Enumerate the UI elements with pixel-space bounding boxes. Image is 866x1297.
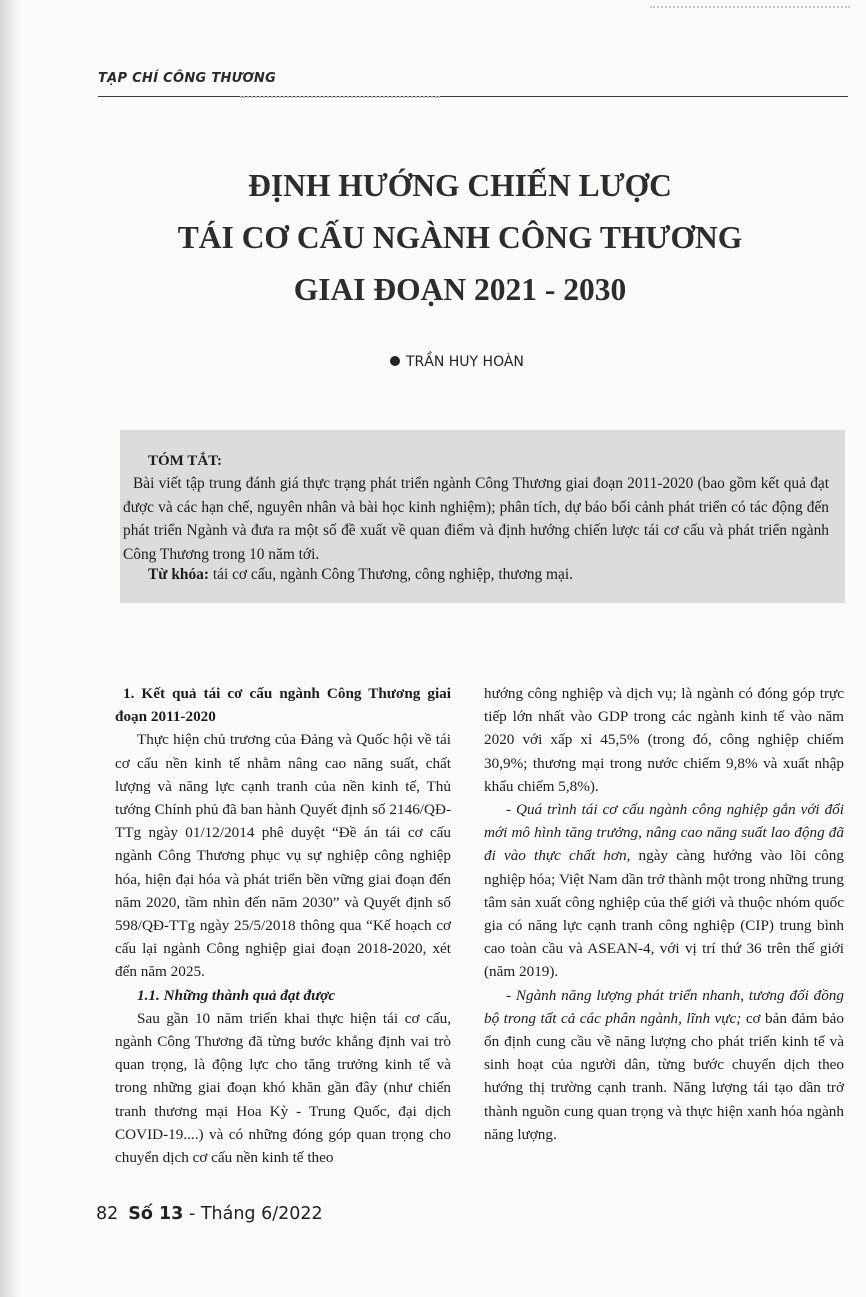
paragraph-4-text: ngày càng hướng vào lõi công nghiệp hóa; Việt Nam dần trở thành một trong những trung tâm sản xuất công nghiệp của thế giới và thuộc nhóm quốc gia có năng lực cạnh tranh công nghiệp (CIP) trung bình cao toàn cầu và ASEAN-4, với vị trí thứ 36 trên thế giới (năm 2019). xyxy=(484,847,844,981)
title-line-3: GIAI ĐOẠN 2021 - 2030 xyxy=(293,272,627,307)
top-dotted-line xyxy=(650,0,850,8)
paragraph-4-emphasis: - Quá trình tái cơ cấu ngành công nghiệp gắn với đổi mới mô hình tăng trưởng, nâng cao năng suất lao động đã đi vào thực chất hơn, xyxy=(484,801,844,865)
body-column-left xyxy=(115,682,451,1169)
paragraph-5 xyxy=(484,984,844,1146)
issue-date: - Tháng 6/2022 xyxy=(188,1204,323,1224)
paragraph-3: hướng công nghiệp và dịch vụ; là ngành có đóng góp trực tiếp lớn nhất vào GDP trong các ngành kinh tế vào năm 2020 với xấp xỉ 45,5% (trong đó, công nghiệp chiếm 30,9%; thương mại trong nước chiếm 9,8% và xuất nhập khẩu chiếm 5,8%). xyxy=(484,685,844,795)
header-dotted-line xyxy=(240,96,440,104)
abstract-text: Bài viết tập trung đánh giá thực trạng phát triển ngành Công Thương giai đoạn 2011-2020 (bao gồm kết quả đạt được và các hạn chế, nguyên nhân và bài học kinh nghiệm); phân tích, dự báo bối cảnh phát triển có tác động đến phát triển Ngành và đưa ra một số đề xuất về quan điểm và định hướng chiến lược tái cơ cấu và phát triển ngành Công Thương trong 10 năm tới. xyxy=(123,475,829,563)
paragraph-5-emphasis: - Ngành năng lượng phát triển nhanh, tương đối đồng bộ trong tất cả các phân ngành, lĩnh vực; xyxy=(484,986,844,1027)
author-name: TRẦN HUY HOÀN xyxy=(406,354,524,370)
keywords-label: Từ khóa: xyxy=(148,566,209,583)
header-rule xyxy=(98,96,848,97)
journal-name: TẠP CHÍ CÔNG THƯƠNG xyxy=(98,71,277,86)
author-byline xyxy=(390,354,524,370)
paragraph-4 xyxy=(484,798,844,984)
paragraph-2: Sau gần 10 năm triển khai thực hiện tái cơ cấu, ngành Công Thương đã từng bước khẳng định vai trò quan trọng, là động lực cho tăng trưởng kinh tế và trong những giai đoạn khó khăn gần đây (như chiến tranh thương mại Hoa Kỳ - Trung Quốc, đại dịch COVID-19....) và có những đóng góp quan trọng cho chuyển dịch cơ cấu nền kinh tế theo xyxy=(115,1009,451,1167)
page-number: 82 xyxy=(96,1204,119,1224)
paragraph-1: Thực hiện chủ trương của Đảng và Quốc hội về tái cơ cấu nền kinh tế nhằm nâng cao năng suất, chất lượng và năng lực cạnh tranh của nền kinh tế, Thủ tướng Chính phủ đã ban hành Quyết định số 2146/QĐ-TTg ngày 01/12/2014 phê duyệt “Đề án tái cơ cấu ngành Công Thương phục vụ sự nghiệp công nghiệp hóa, hiện đại hóa và phát triển bền vững giai đoạn đến năm 2020, tầm nhìn đến năm 2030” và Quyết định số 598/QĐ-TTg ngày 25/5/2018 thông qua “Kế hoạch cơ cấu lại ngành Công nghiệp giai đoạn 2018-2020, xét đến năm 2025. xyxy=(115,731,451,981)
bullet-icon xyxy=(390,356,400,366)
body-column-right xyxy=(484,682,844,1146)
abstract-heading: TÓM TẮT: xyxy=(148,453,223,469)
keywords-line xyxy=(148,566,573,584)
issue-number: Số 13 xyxy=(128,1204,184,1224)
article-title xyxy=(60,160,860,316)
title-line-1: ĐỊNH HƯỚNG CHIẾN LƯỢC xyxy=(248,168,672,203)
page-footer xyxy=(96,1204,323,1224)
title-line-2: TÁI CƠ CẤU NGÀNH CÔNG THƯƠNG xyxy=(177,220,743,255)
paragraph-5-text: cơ bản đảm bảo ổn định cung cầu về năng lượng cho phát triển kinh tế và sinh hoạt của người dân, từng bước chuyển dịch theo hướng thị trường cạnh tranh. Năng lượng tái tạo dần trở thành nguồn cung quan trọng và thực hiện xanh hóa ngành năng lượng. xyxy=(484,1009,845,1143)
page-binding-shadow xyxy=(0,0,22,1297)
section-1-heading: 1. Kết quả tái cơ cấu ngành Công Thương giai đoạn 2011-2020 xyxy=(115,685,451,726)
keywords-text: tái cơ cấu, ngành Công Thương, công nghiệp, thương mại. xyxy=(212,566,573,583)
subheading-1-1: 1.1. Những thành quả đạt được xyxy=(137,986,336,1004)
